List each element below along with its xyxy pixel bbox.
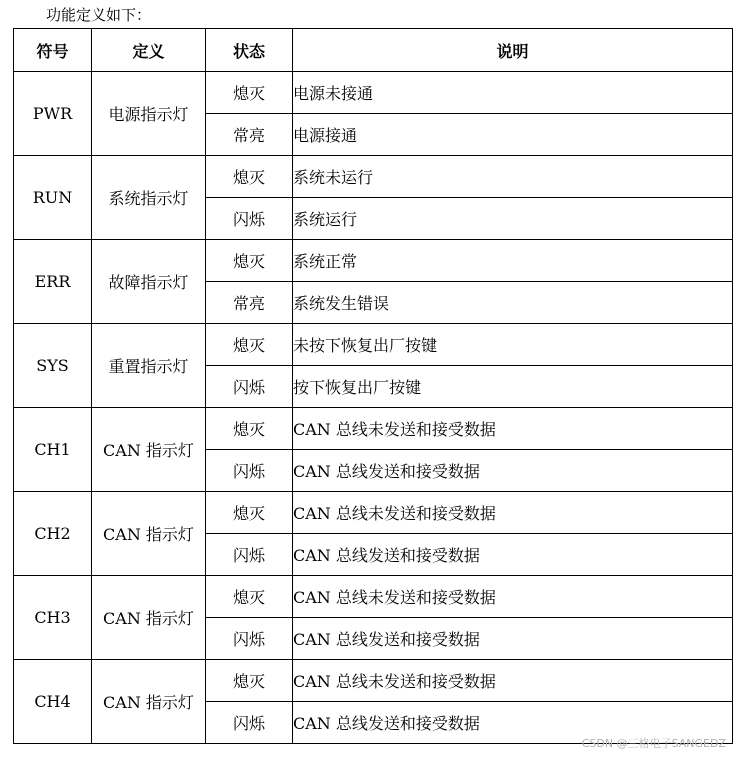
- description-cell: CAN 总线发送和接受数据: [293, 702, 733, 744]
- definition-cell: CAN 指示灯: [92, 408, 206, 492]
- state-cell: 闪烁: [206, 450, 293, 492]
- intro-text: 功能定义如下：: [46, 6, 152, 24]
- table-row: [14, 408, 733, 450]
- description-cell: 系统正常: [293, 240, 733, 282]
- state-cell: 常亮: [206, 114, 293, 156]
- description-cell: CAN 总线发送和接受数据: [293, 618, 733, 660]
- state-cell: 熄灭: [206, 240, 293, 282]
- state-cell: 闪烁: [206, 702, 293, 744]
- description-cell: 系统发生错误: [293, 282, 733, 324]
- indicator-table: [13, 28, 733, 744]
- header-definition: 定义: [92, 29, 206, 72]
- symbol-cell: CH2: [14, 492, 92, 576]
- definition-cell: CAN 指示灯: [92, 492, 206, 576]
- description-cell: CAN 总线未发送和接受数据: [293, 492, 733, 534]
- description-cell: 按下恢复出厂按键: [293, 366, 733, 408]
- state-cell: 熄灭: [206, 324, 293, 366]
- watermark: CSDN @三格电子SANGEDZ: [581, 737, 726, 750]
- symbol-cell: PWR: [14, 72, 92, 156]
- state-cell: 熄灭: [206, 576, 293, 618]
- description-cell: 电源接通: [293, 114, 733, 156]
- symbol-cell: ERR: [14, 240, 92, 324]
- state-cell: 闪烁: [206, 366, 293, 408]
- state-cell: 闪烁: [206, 534, 293, 576]
- state-cell: 闪烁: [206, 198, 293, 240]
- symbol-cell: RUN: [14, 156, 92, 240]
- definition-cell: 重置指示灯: [92, 324, 206, 408]
- description-cell: 系统未运行: [293, 156, 733, 198]
- definition-cell: 故障指示灯: [92, 240, 206, 324]
- header-state: 状态: [206, 29, 293, 72]
- description-cell: 电源未接通: [293, 72, 733, 114]
- state-cell: 熄灭: [206, 660, 293, 702]
- definition-cell: CAN 指示灯: [92, 660, 206, 744]
- definition-cell: 系统指示灯: [92, 156, 206, 240]
- table-row: [14, 240, 733, 282]
- table-row: [14, 576, 733, 618]
- description-cell: CAN 总线未发送和接受数据: [293, 660, 733, 702]
- description-cell: 系统运行: [293, 198, 733, 240]
- state-cell: 熄灭: [206, 72, 293, 114]
- symbol-cell: SYS: [14, 324, 92, 408]
- state-cell: 闪烁: [206, 618, 293, 660]
- state-cell: 熄灭: [206, 408, 293, 450]
- description-cell: CAN 总线未发送和接受数据: [293, 576, 733, 618]
- definition-cell: CAN 指示灯: [92, 576, 206, 660]
- table-row: [14, 72, 733, 114]
- table-row: [14, 492, 733, 534]
- symbol-cell: CH3: [14, 576, 92, 660]
- description-cell: CAN 总线未发送和接受数据: [293, 408, 733, 450]
- header-symbol: 符号: [14, 29, 92, 72]
- symbol-cell: CH1: [14, 408, 92, 492]
- header-description: 说明: [293, 29, 733, 72]
- table-row: [14, 660, 733, 702]
- description-cell: 未按下恢复出厂按键: [293, 324, 733, 366]
- table-header-row: [14, 29, 733, 72]
- table-row: [14, 324, 733, 366]
- description-cell: CAN 总线发送和接受数据: [293, 534, 733, 576]
- symbol-cell: CH4: [14, 660, 92, 744]
- state-cell: 熄灭: [206, 492, 293, 534]
- description-cell: CAN 总线发送和接受数据: [293, 450, 733, 492]
- definition-cell: 电源指示灯: [92, 72, 206, 156]
- table-row: [14, 156, 733, 198]
- state-cell: 熄灭: [206, 156, 293, 198]
- state-cell: 常亮: [206, 282, 293, 324]
